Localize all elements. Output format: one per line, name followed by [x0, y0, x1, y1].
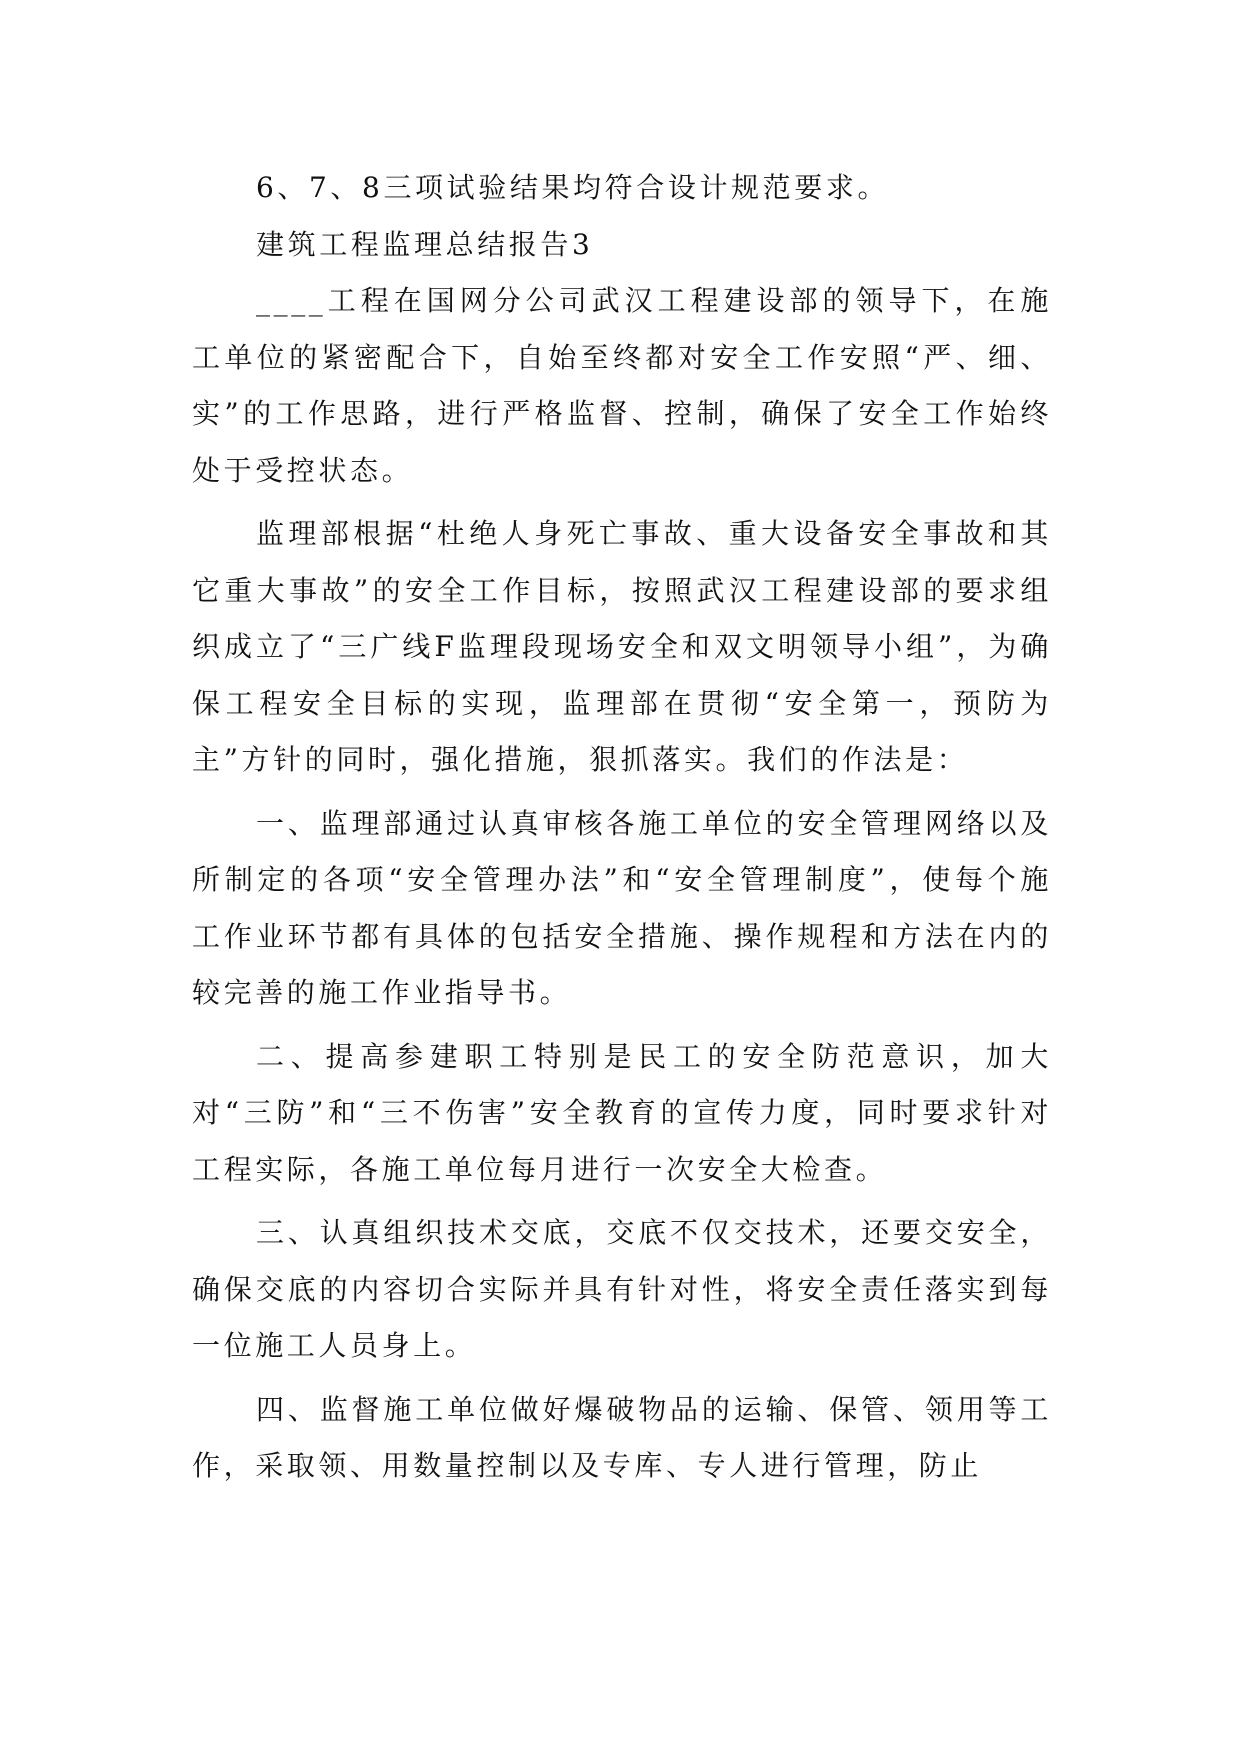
paragraph-intro: ____工程在国网分公司武汉工程建设部的领导下，在施工单位的紧密配合下，自始至终都对安全工作安照“严、细、实”的工作思路，进行严格监督、控制，确保了安全工作始终处于受控状态。: [192, 284, 1052, 487]
paragraph-item-3: 三、认真组织技术交底，交底不仅交技术，还要交安全，确保交底的内容切合实际并具有针对性，将安全责任落实到每一位施工人员身上。: [192, 1216, 1052, 1362]
paragraph-test-results: 6、7、8三项试验结果均符合设计规范要求。: [256, 171, 890, 204]
paragraph-item-4: 四、监督施工单位做好爆破物品的运输、保管、领用等工作，采取领、用数量控制以及专库、专人进行管理，防止: [192, 1392, 1052, 1482]
document-body: [192, 160, 1052, 1495]
section-heading: 建筑工程监理总结报告3: [256, 227, 594, 261]
paragraph-safety-goal: 监理部根据“杜绝人身死亡事故、重大设备安全事故和其它重大事故”的安全工作目标，按照武汉工程建设部的要求组织成立了“三广线F监理段现场安全和双文明领导小组”，为确保工程安全目标的实现，监理部在贯彻“安全第一，预防为主”方针的同时，强化措施，狠抓落实。我们的作法是：: [192, 517, 1052, 776]
paragraph-item-2: 二、提高参建职工特别是民工的安全防范意识，加大对“三防”和“三不伤害”安全教育的宣传力度，同时要求针对工程实际，各施工单位每月进行一次安全大检查。: [192, 1039, 1052, 1186]
paragraph-item-1: 一、监理部通过认真审核各施工单位的安全管理网络以及所制定的各项“安全管理办法”和“安全管理制度”，使每个施工作业环节都有具体的包括安全措施、操作规程和方法在内的较完善的施工作业指导书。: [192, 806, 1052, 1009]
